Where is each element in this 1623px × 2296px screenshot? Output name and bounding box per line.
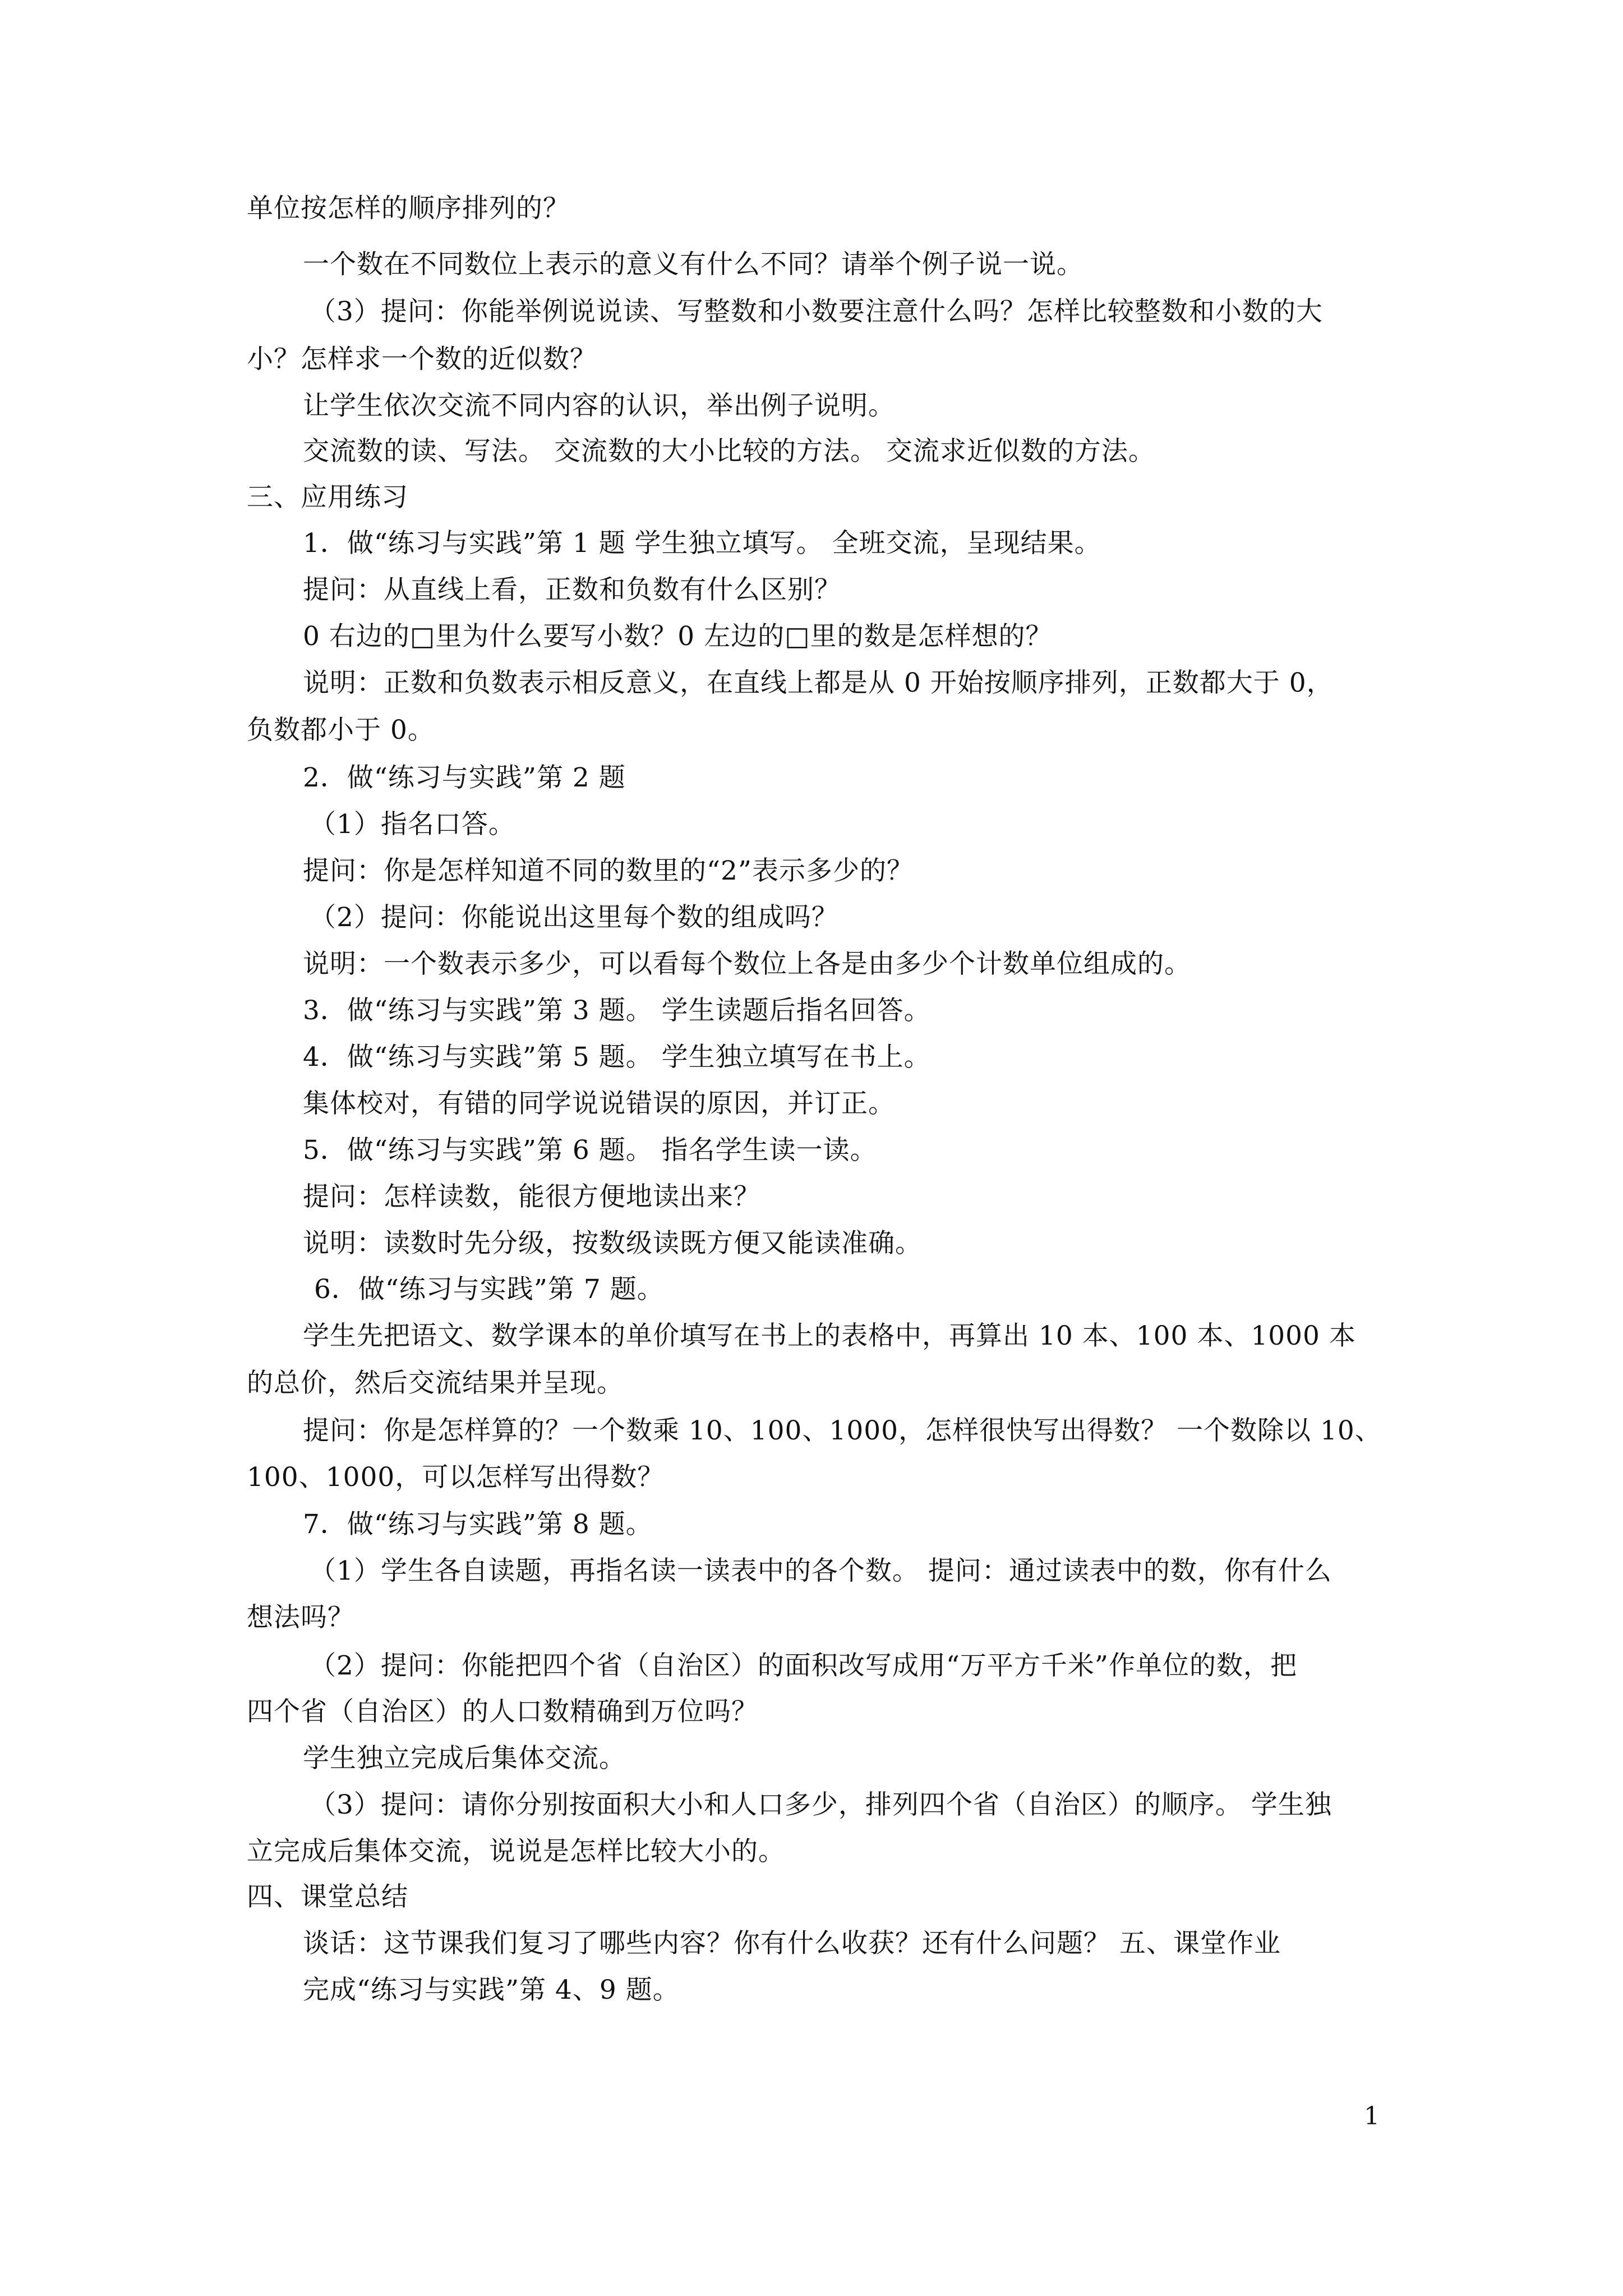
text-line: 3．做“练习与实践”第 3 题。 学生读题后指名回答。 bbox=[303, 995, 931, 1026]
text-line: 提问：从直线上看，正数和负数有什么区别？ bbox=[303, 574, 841, 605]
text-line: （1）学生各自读题，再指名读一读表中的各个数。 提问：通过读表中的数，你有什么 bbox=[310, 1556, 1332, 1586]
text-line: 学生先把语文、数学课本的单价填写在书上的表格中，再算出 10 本、100 本、1000 本 bbox=[303, 1320, 1356, 1351]
text-line: 一个数在不同数位上表示的意义有什么不同？请举个例子说一说。 bbox=[303, 249, 1083, 280]
section-heading: 三、应用练习 bbox=[247, 482, 408, 513]
text-line: 提问：你是怎样知道不同的数里的“2”表示多少的？ bbox=[303, 855, 914, 886]
text-line: 7．做“练习与实践”第 8 题。 bbox=[303, 1509, 653, 1540]
text-line: （3）提问：你能举例说说读、写整数和小数要注意什么吗？怎样比较整数和小数的大 bbox=[310, 296, 1323, 327]
text-line: 0 右边的□里为什么要写小数？0 左边的□里的数是怎样想的？ bbox=[303, 621, 1053, 652]
text-line: 谈话：这节课我们复习了哪些内容？你有什么收获？还有什么问题？ 五、课堂作业 bbox=[303, 1928, 1281, 1959]
text-line: 4．做“练习与实践”第 5 题。 学生独立填写在书上。 bbox=[303, 1042, 931, 1073]
page-number: 1 bbox=[1364, 2102, 1380, 2131]
text-line: 说明：读数时先分级，按数级读既方便又能读准确。 bbox=[303, 1228, 922, 1259]
text-line: 6．做“练习与实践”第 7 题。 bbox=[314, 1274, 664, 1305]
text-line: （1）指名口答。 bbox=[310, 809, 515, 840]
text-line: 学生独立完成后集体交流。 bbox=[303, 1743, 626, 1774]
text-line: 提问：你是怎样算的？一个数乘 10、100、1000，怎样很快写出得数？ 一个数除以 10、 bbox=[303, 1415, 1382, 1446]
text-line: 100、1000，可以怎样写出得数？ bbox=[247, 1462, 665, 1493]
text-line: 交流数的读、写法。 交流数的大小比较的方法。 交流求近似数的方法。 bbox=[303, 436, 1155, 467]
text-line: 的总价，然后交流结果并呈现。 bbox=[247, 1368, 624, 1398]
text-line: 想法吗？ bbox=[247, 1602, 354, 1633]
text-line: （2）提问：你能把四个省（自治区）的面积改写成用“万平方千米”作单位的数，把 bbox=[310, 1650, 1297, 1681]
text-line: 2．做“练习与实践”第 2 题 bbox=[303, 762, 626, 793]
text-line: 完成“练习与实践”第 4、9 题。 bbox=[303, 1975, 680, 2005]
text-line: 让学生依次交流不同内容的认识，举出例子说明。 bbox=[303, 390, 895, 421]
text-line: （2）提问：你能说出这里每个数的组成吗？ bbox=[310, 902, 838, 933]
text-line: 1．做“练习与实践”第 1 题 学生独立填写。 全班交流，呈现结果。 bbox=[303, 528, 1101, 559]
text-line: （3）提问：请你分别按面积大小和人口多少，排列四个省（自治区）的顺序。 学生独 bbox=[310, 1789, 1332, 1820]
text-line: 小？怎样求一个数的近似数？ bbox=[247, 344, 597, 375]
text-line: 说明：正数和负数表示相反意义，在直线上都是从 0 开始按顺序排列，正数都大于 0， bbox=[303, 668, 1334, 698]
text-line: 立完成后集体交流，说说是怎样比较大小的。 bbox=[247, 1836, 785, 1867]
text-line: 单位按怎样的顺序排列的？ bbox=[247, 193, 570, 224]
text-line: 四个省（自治区）的人口数精确到万位吗？ bbox=[247, 1696, 758, 1727]
text-line: 5．做“练习与实践”第 6 题。 指名学生读一读。 bbox=[303, 1135, 877, 1166]
text-line: 说明：一个数表示多少，可以看每个数位上各是由多少个计数单位组成的。 bbox=[303, 949, 1191, 979]
text-line: 集体校对，有错的同学说说错误的原因，并订正。 bbox=[303, 1088, 895, 1119]
text-line: 提问：怎样读数，能很方便地读出来？ bbox=[303, 1181, 760, 1212]
text-line: 负数都小于 0。 bbox=[247, 715, 435, 746]
section-heading: 四、课堂总结 bbox=[247, 1881, 408, 1912]
